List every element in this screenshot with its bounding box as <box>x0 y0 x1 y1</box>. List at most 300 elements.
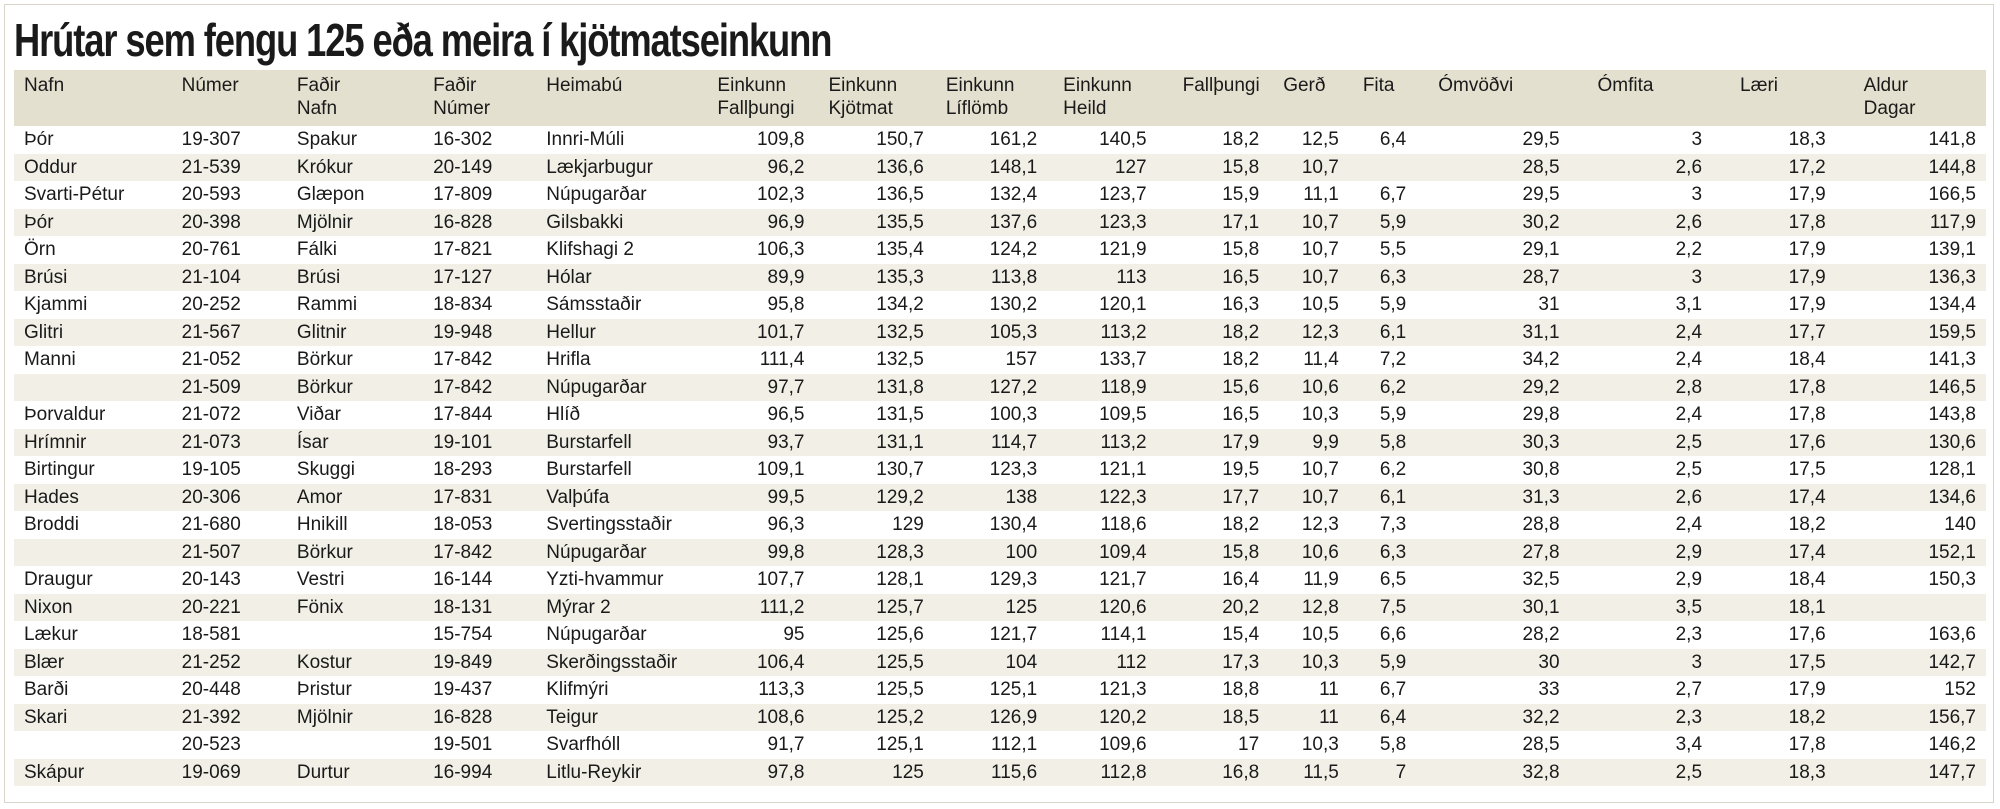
cell-omvodvi: 31,3 <box>1522 486 1560 508</box>
cell-nafn: Birtingur <box>24 459 95 480</box>
cell-eink_heild: 121,3 <box>1099 679 1147 700</box>
cell-eink_heild: 122,3 <box>1099 486 1147 508</box>
cell-heimabu: Skerðingsstaðir <box>546 651 678 673</box>
cell-gerd: 10,6 <box>1301 541 1339 563</box>
cell-gerd: 10,5 <box>1301 294 1339 315</box>
cell-laeri: 17,4 <box>1788 486 1826 508</box>
cell-aldur: 128,1 <box>1928 459 1976 480</box>
cell-fallthungi: 16,3 <box>1222 294 1260 315</box>
cell-nafn: Þorvaldur <box>24 404 106 425</box>
cell-eink_heild: 121,7 <box>1099 569 1147 590</box>
column-header-line: Nafn <box>296 98 338 119</box>
cell-eink_kjot: 125,7 <box>876 596 924 618</box>
cell-fadir_numer: 16-994 <box>433 761 493 783</box>
cell-omvodvi: 32,5 <box>1522 569 1560 590</box>
cell-fadir_nafn: Börkur <box>296 541 353 563</box>
cell-eink_kjot: 125,6 <box>876 624 924 645</box>
cell-omfita: 3 <box>1691 266 1703 288</box>
cell-aldur: 141,3 <box>1928 349 1976 370</box>
cell-nafn: Þór <box>24 129 54 150</box>
cell-fallthungi: 15,9 <box>1222 184 1260 205</box>
cell-eink_kjot: 132,5 <box>876 349 924 370</box>
cell-eink_lif: 132,4 <box>989 184 1038 205</box>
cell-numer: 19-069 <box>181 761 241 783</box>
cell-fallthungi: 15,6 <box>1222 376 1260 398</box>
cell-eink_lif: 125,1 <box>989 679 1038 700</box>
cell-omvodvi: 28,5 <box>1522 156 1560 178</box>
cell-laeri: 17,5 <box>1788 459 1826 480</box>
cell-eink_fall: 93,7 <box>767 431 805 453</box>
table-row <box>14 181 1986 209</box>
cell-numer: 21-509 <box>181 376 241 398</box>
cell-heimabu: Sámsstaðir <box>546 294 642 315</box>
cell-aldur: 141,8 <box>1928 129 1976 150</box>
cell-fita: 5,5 <box>1379 239 1407 260</box>
cell-fadir_nafn: Börkur <box>296 376 353 398</box>
cell-numer: 21-392 <box>181 706 241 728</box>
cell-fita: 5,8 <box>1379 431 1407 453</box>
cell-numer: 19-307 <box>181 129 241 150</box>
cell-omfita: 2,9 <box>1675 541 1703 563</box>
cell-aldur: 156,7 <box>1928 706 1976 728</box>
cell-fita: 6,7 <box>1379 184 1407 205</box>
cell-nafn: Manni <box>24 349 76 370</box>
cell-eink_lif: 105,3 <box>989 321 1038 343</box>
cell-fadir_nafn <box>297 731 433 759</box>
cell-omvodvi: 30 <box>1538 651 1560 673</box>
cell-fadir_numer: 19-948 <box>433 321 493 343</box>
cell-eink_lif: 130,4 <box>989 514 1038 535</box>
column-header-line: Líflömb <box>945 98 1009 119</box>
cell-laeri: 17,5 <box>1788 651 1826 673</box>
cell-fadir_numer: 15-754 <box>433 624 493 645</box>
cell-gerd: 11,5 <box>1303 761 1339 783</box>
table-row <box>14 649 1986 677</box>
cell-aldur: 152 <box>1944 679 1976 700</box>
cell-heimabu: Núpugarðar <box>546 184 647 205</box>
cell-fallthungi: 18,2 <box>1222 514 1260 535</box>
cell-fadir_numer: 19-849 <box>433 651 493 673</box>
cell-heimabu: Núpugarðar <box>546 376 647 398</box>
cell-aldur: 143,8 <box>1928 404 1976 425</box>
cell-fallthungi: 18,2 <box>1222 129 1260 150</box>
cell-fita: 6,7 <box>1379 679 1407 700</box>
cell-fita: 6,2 <box>1379 376 1407 398</box>
table-title: Hrútar sem fengu 125 eða meira í kjötmatseinkunn <box>14 14 832 66</box>
cell-numer: 20-221 <box>181 596 241 618</box>
cell-eink_kjot: 129 <box>892 514 924 535</box>
cell-nafn: Draugur <box>24 569 93 590</box>
cell-eink_lif: 124,2 <box>989 239 1038 260</box>
table-row <box>14 511 1986 539</box>
cell-heimabu: Klifmýri <box>546 679 609 700</box>
cell-aldur: 146,5 <box>1928 376 1976 398</box>
cell-numer: 21-507 <box>181 541 241 563</box>
cell-eink_lif: 137,6 <box>989 211 1038 233</box>
cell-fadir_nafn: Börkur <box>296 349 353 370</box>
cell-eink_kjot: 125,1 <box>876 734 924 755</box>
table-row <box>14 676 1986 704</box>
cell-fadir_numer: 17-821 <box>433 239 493 260</box>
cell-nafn: Svarti-Pétur <box>24 184 125 205</box>
cell-eink_fall: 95 <box>783 624 805 645</box>
cell-eink_heild: 109,5 <box>1099 404 1147 425</box>
cell-eink_heild: 123,3 <box>1099 211 1147 233</box>
cell-fadir_nafn: Durtur <box>296 761 350 783</box>
cell-eink_kjot: 136,6 <box>876 156 924 178</box>
cell-omvodvi: 30,8 <box>1522 459 1560 480</box>
cell-fadir_numer: 16-144 <box>433 569 493 590</box>
column-header-aldur <box>1850 70 1986 126</box>
cell-fadir_numer: 17-844 <box>433 404 493 425</box>
cell-heimabu: Hrifla <box>546 349 591 370</box>
cell-eink_fall: 89,9 <box>767 266 805 288</box>
cell-omvodvi: 32,2 <box>1522 706 1560 728</box>
cell-aldur: 140 <box>1944 514 1976 535</box>
cell-eink_heild: 109,6 <box>1099 734 1147 755</box>
cell-numer: 20-593 <box>181 184 241 205</box>
cell-laeri: 18,2 <box>1788 706 1826 728</box>
column-header-line: Faðir <box>296 75 341 96</box>
cell-fita: 6,3 <box>1379 266 1407 288</box>
cell-fallthungi: 15,4 <box>1222 624 1260 645</box>
cell-eink_heild: 112 <box>1116 651 1147 673</box>
column-header-line: Nafn <box>24 75 65 96</box>
cell-aldur: 136,3 <box>1928 266 1976 288</box>
cell-omfita: 2,6 <box>1675 156 1703 178</box>
cell-heimabu: Svertingsstaðir <box>546 514 672 535</box>
cell-eink_fall: 108,6 <box>756 706 805 728</box>
cell-fadir_numer: 19-501 <box>433 734 493 755</box>
cell-fita: 5,9 <box>1379 294 1407 315</box>
cell-eink_kjot: 125,2 <box>876 706 924 728</box>
cell-eink_kjot: 125 <box>892 761 924 783</box>
cell-eink_lif: 130,2 <box>989 294 1038 315</box>
cell-laeri: 17,8 <box>1788 376 1826 398</box>
cell-numer: 20-306 <box>181 486 241 508</box>
table-row <box>14 539 1986 567</box>
cell-eink_heild: 118,6 <box>1100 514 1147 535</box>
cell-heimabu: Burstarfell <box>546 459 632 480</box>
cell-omfita: 2,5 <box>1675 459 1703 480</box>
column-header-eink_heild <box>1049 70 1168 126</box>
table-row <box>14 759 1986 787</box>
cell-fadir_nafn: Amor <box>296 486 343 508</box>
cell-eink_fall: 95,8 <box>767 294 805 315</box>
cell-heimabu: Svarfhóll <box>546 734 621 755</box>
column-header-gerd <box>1269 70 1349 126</box>
cell-fadir_numer: 17-809 <box>433 184 493 205</box>
cell-eink_fall: 101,7 <box>756 321 805 343</box>
column-header-line: Faðir <box>433 75 477 96</box>
cell-eink_lif: 114,7 <box>991 431 1038 453</box>
cell-eink_kjot: 132,5 <box>876 321 924 343</box>
cell-aldur: 152,1 <box>1928 541 1976 563</box>
cell-omvodvi: 31 <box>1538 294 1560 315</box>
cell-nafn: Skápur <box>24 761 85 783</box>
cell-eink_fall: 99,5 <box>767 486 805 508</box>
table-row <box>14 484 1986 512</box>
cell-omvodvi: 28,5 <box>1522 734 1560 755</box>
cell-eink_fall: 96,5 <box>767 404 805 425</box>
cell-eink_fall: 113,3 <box>758 679 805 700</box>
cell-gerd: 10,3 <box>1301 651 1339 673</box>
table-row <box>14 209 1986 237</box>
cell-fallthungi: 15,8 <box>1222 239 1260 260</box>
column-header-line: Fallþungi <box>717 98 795 119</box>
cell-laeri: 17,8 <box>1788 404 1826 425</box>
cell-fita: 6,1 <box>1379 321 1407 343</box>
table-row <box>14 236 1986 264</box>
cell-laeri: 17,9 <box>1788 239 1826 260</box>
cell-omfita: 2,4 <box>1675 404 1703 425</box>
cell-eink_fall: 96,2 <box>767 156 805 178</box>
column-header-eink_lif <box>932 70 1049 126</box>
cell-eink_kjot: 130,7 <box>876 459 924 480</box>
cell-omfita: 2,3 <box>1675 706 1703 728</box>
cell-fita: 5,9 <box>1379 651 1407 673</box>
cell-eink_fall: 96,3 <box>767 514 805 535</box>
cell-laeri: 17,6 <box>1788 624 1826 645</box>
column-header-line: Einkunn <box>828 75 898 96</box>
cell-laeri: 17,9 <box>1788 679 1826 700</box>
cell-fita: 6,2 <box>1379 459 1407 480</box>
cell-aldur: 142,7 <box>1928 651 1976 673</box>
cell-aldur: 134,6 <box>1928 486 1976 508</box>
cell-eink_heild: 113 <box>1116 266 1147 288</box>
cell-numer: 21-680 <box>181 514 241 535</box>
cell-fita: 7,2 <box>1379 349 1407 370</box>
cell-fadir_numer: 20-149 <box>433 156 493 178</box>
cell-heimabu: Yzti-hvammur <box>546 569 664 590</box>
cell-laeri: 17,4 <box>1788 541 1826 563</box>
column-header-line: Einkunn <box>717 75 787 96</box>
cell-gerd: 9,9 <box>1312 431 1339 453</box>
cell-aldur: 139,1 <box>1928 239 1976 260</box>
cell-fallthungi: 17,7 <box>1222 486 1260 508</box>
cell-fadir_nafn: Fönix <box>296 596 344 618</box>
cell-numer: 20-761 <box>181 239 241 260</box>
cell-fadir_nafn: Fálki <box>296 239 338 260</box>
cell-fita: 5,9 <box>1379 404 1407 425</box>
cell-fadir_numer: 17-127 <box>433 266 493 288</box>
column-header-nafn <box>14 70 182 126</box>
cell-gerd: 12,8 <box>1301 596 1339 618</box>
cell-numer: 19-105 <box>181 459 241 480</box>
cell-omfita: 2,3 <box>1675 624 1703 645</box>
cell-omvodvi: 32,8 <box>1522 761 1560 783</box>
cell-eink_kjot: 128,3 <box>876 541 924 563</box>
table-row <box>14 154 1986 182</box>
cell-fallthungi: 18,5 <box>1222 706 1260 728</box>
cell-aldur: 146,2 <box>1928 734 1976 755</box>
cell-omfita: 2,9 <box>1675 569 1703 590</box>
cell-eink_kjot: 150,7 <box>876 129 924 150</box>
cell-fita: 7,5 <box>1379 596 1407 618</box>
column-header-fadir_numer <box>433 70 546 126</box>
cell-nafn: Glitri <box>24 321 64 343</box>
cell-omvodvi: 30,3 <box>1522 431 1560 453</box>
cell-omvodvi: 30,2 <box>1522 211 1560 233</box>
cell-eink_kjot: 135,5 <box>876 211 924 233</box>
column-header-line: Númer <box>181 75 239 96</box>
cell-eink_fall: 106,3 <box>756 239 805 260</box>
cell-eink_heild: 121,1 <box>1099 459 1147 480</box>
column-header-line: Einkunn <box>1063 75 1132 96</box>
cell-nafn: Oddur <box>24 156 77 178</box>
cell-omfita: 3,1 <box>1675 294 1703 315</box>
cell-fita: 6,4 <box>1379 706 1407 728</box>
column-header-heimabu <box>546 70 703 126</box>
column-header-laeri <box>1726 70 1850 126</box>
column-header-omvodvi <box>1424 70 1583 126</box>
cell-eink_kjot: 135,4 <box>876 239 924 260</box>
table-row <box>14 291 1986 319</box>
cell-omvodvi: 28,7 <box>1522 266 1560 288</box>
cell-fita: 6,1 <box>1379 486 1407 508</box>
cell-eink_kjot: 131,1 <box>876 431 924 453</box>
column-header-line: Dagar <box>1863 98 1916 119</box>
cell-omfita: 2,4 <box>1675 321 1703 343</box>
cell-gerd: 11,1 <box>1303 184 1339 205</box>
cell-laeri: 17,9 <box>1788 294 1826 315</box>
cell-laeri: 18,3 <box>1788 129 1826 150</box>
cell-laeri: 17,8 <box>1788 734 1826 755</box>
cell-fallthungi: 18,2 <box>1222 349 1260 370</box>
cell-fallthungi: 17,1 <box>1222 211 1260 233</box>
cell-omvodvi: 29,5 <box>1522 184 1560 205</box>
cell-omfita: 3,4 <box>1675 734 1703 755</box>
cell-eink_kjot: 125,5 <box>876 679 924 700</box>
cell-fadir_nafn <box>297 621 433 649</box>
cell-eink_fall: 107,7 <box>756 569 805 590</box>
cell-omfita: 2,2 <box>1675 239 1703 260</box>
cell-numer: 21-072 <box>181 404 241 425</box>
cell-fadir_nafn: Vestri <box>296 569 345 590</box>
cell-numer: 21-252 <box>181 651 241 673</box>
cell-aldur: 117,9 <box>1929 211 1976 233</box>
cell-eink_heild: 109,4 <box>1099 541 1147 563</box>
cell-fallthungi: 20,2 <box>1222 596 1260 618</box>
column-header-fallthungi <box>1169 70 1270 126</box>
cell-laeri: 18,1 <box>1788 596 1826 618</box>
cell-eink_heild: 127 <box>1114 156 1147 178</box>
cell-fallthungi: 19,5 <box>1222 459 1260 480</box>
cell-omvodvi: 29,2 <box>1522 376 1560 398</box>
table-row <box>14 731 1986 759</box>
cell-omfita: 2,4 <box>1675 349 1703 370</box>
cell-nafn: Barði <box>24 679 69 700</box>
cell-fadir_numer: 18-131 <box>433 596 493 618</box>
cell-numer: 21-104 <box>181 266 241 288</box>
cell-gerd: 10,7 <box>1301 266 1339 288</box>
cell-fadir_nafn: Mjölnir <box>296 211 353 233</box>
cell-aldur: 150,3 <box>1928 569 1976 590</box>
cell-fadir_nafn: Ísar <box>296 431 329 453</box>
cell-omvodvi: 29,1 <box>1522 239 1560 260</box>
cell-numer: 21-073 <box>181 431 241 453</box>
cell-eink_kjot: 136,5 <box>876 184 924 205</box>
cell-eink_fall: 96,9 <box>767 211 805 233</box>
cell-fadir_nafn: Spakur <box>296 129 358 150</box>
cell-eink_fall: 97,7 <box>767 376 805 398</box>
cell-fadir_numer: 17-831 <box>433 486 493 508</box>
cell-gerd: 12,3 <box>1301 321 1339 343</box>
cell-nafn: Skari <box>24 706 68 728</box>
cell-omvodvi: 27,8 <box>1522 541 1560 563</box>
cell-eink_lif: 125 <box>1005 596 1038 618</box>
cell-heimabu: Litlu-Reykir <box>546 761 642 783</box>
cell-nafn <box>14 374 182 402</box>
cell-laeri: 17,6 <box>1788 431 1826 453</box>
cell-heimabu: Teigur <box>546 706 598 728</box>
cell-eink_heild: 113,2 <box>1100 431 1147 453</box>
cell-eink_lif: 115,6 <box>991 761 1038 783</box>
cell-heimabu: Mýrar 2 <box>546 596 611 618</box>
cell-eink_kjot: 131,8 <box>876 376 924 398</box>
cell-eink_heild: 113,2 <box>1100 321 1147 343</box>
cell-fadir_nafn: Glitnir <box>296 321 347 343</box>
cell-eink_heild: 120,1 <box>1099 294 1147 315</box>
cell-eink_kjot: 128,1 <box>876 569 924 590</box>
cell-heimabu: Gilsbakki <box>546 211 624 233</box>
column-header-eink_kjot <box>814 70 931 126</box>
cell-laeri: 18,2 <box>1788 514 1826 535</box>
cell-gerd: 11,4 <box>1303 349 1339 370</box>
cell-gerd: 10,7 <box>1301 459 1339 480</box>
table-row <box>14 594 1986 622</box>
cell-fadir_numer: 18-053 <box>433 514 493 535</box>
cell-eink_lif: 161,2 <box>989 129 1038 150</box>
cell-nafn: Lækur <box>24 624 78 645</box>
cell-eink_heild: 120,2 <box>1099 706 1147 728</box>
cell-fallthungi: 18,2 <box>1222 321 1260 343</box>
table-row <box>14 346 1986 374</box>
cell-fallthungi: 16,5 <box>1222 404 1260 425</box>
cell-omvodvi: 29,5 <box>1522 129 1560 150</box>
cell-omfita: 2,5 <box>1675 431 1703 453</box>
cell-heimabu: Núpugarðar <box>546 541 647 563</box>
table-row <box>14 319 1986 347</box>
table-row <box>14 374 1986 402</box>
cell-nafn: Blær <box>24 651 65 673</box>
cell-fadir_nafn: Mjölnir <box>296 706 353 728</box>
cell-fadir_numer: 18-293 <box>433 459 493 480</box>
cell-eink_fall: 97,8 <box>767 761 805 783</box>
cell-aldur: 159,5 <box>1928 321 1976 343</box>
cell-eink_kjot: 135,3 <box>876 266 924 288</box>
cell-eink_lif: 113,8 <box>991 266 1038 288</box>
cell-gerd: 10,3 <box>1301 734 1339 755</box>
cell-omvodvi: 30,1 <box>1522 596 1560 618</box>
cell-fita: 6,4 <box>1379 129 1407 150</box>
cell-numer: 20-523 <box>181 734 241 755</box>
column-header-line: Gerð <box>1283 75 1326 96</box>
cell-gerd: 12,5 <box>1301 129 1339 150</box>
cell-fadir_numer: 16-828 <box>433 211 493 233</box>
cell-fita: 7 <box>1395 761 1407 783</box>
cell-numer: 20-398 <box>181 211 241 233</box>
cell-fadir_numer: 19-101 <box>433 431 493 453</box>
cell-omfita: 3,5 <box>1675 596 1703 618</box>
cell-gerd: 11 <box>1319 706 1339 728</box>
cell-numer: 21-567 <box>181 321 241 343</box>
table-body <box>14 126 1986 786</box>
cell-eink_heild: 120,6 <box>1099 596 1147 618</box>
cell-numer: 20-143 <box>181 569 241 590</box>
cell-eink_lif: 127,2 <box>989 376 1038 398</box>
table-row <box>14 126 1986 154</box>
